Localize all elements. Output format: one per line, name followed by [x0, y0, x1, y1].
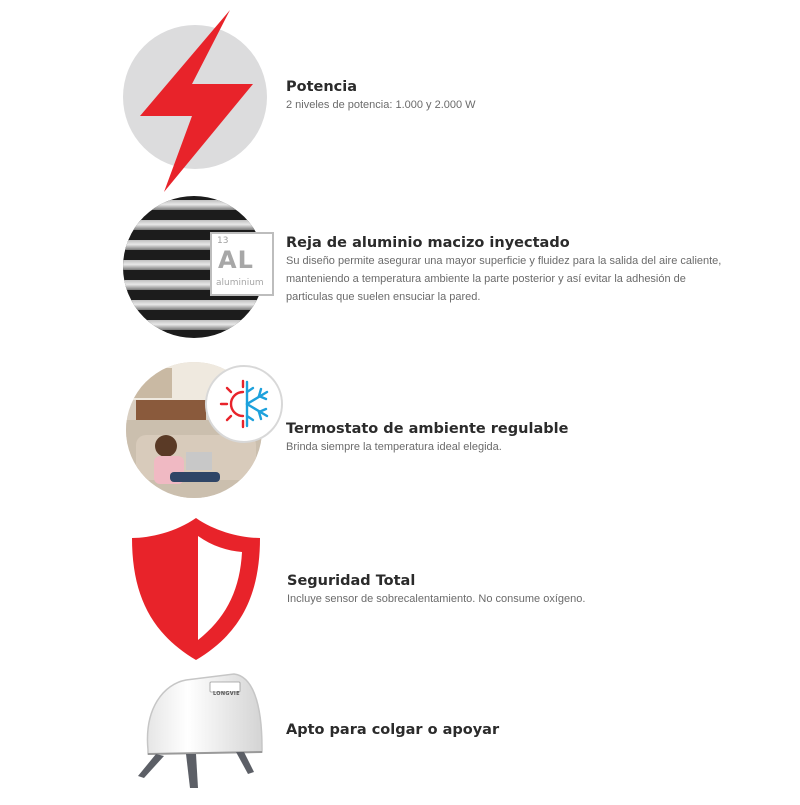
feature-description: Incluye sensor de sobrecalentamiento. No consume oxígeno.: [287, 593, 586, 605]
feature-title: Apto para colgar o apoyar: [286, 722, 500, 738]
aluminium-grille-icon: [122, 194, 272, 340]
thermostat-photo: [126, 360, 286, 500]
feature-title: Termostato de ambiente regulable: [286, 421, 569, 437]
feature-title: Seguridad Total: [287, 573, 416, 589]
feature-title: Reja de aluminio macizo inyectado: [286, 235, 570, 251]
feature-title: Potencia: [286, 79, 358, 95]
thermostat-sun-snowflake-icon: [218, 378, 270, 430]
badge-name: aluminium: [216, 278, 264, 288]
feature-reja-aluminio: [0, 190, 800, 350]
heater-stand-icon: [124, 668, 274, 800]
feature-apto-colgar: [0, 660, 800, 800]
feature-description: Brinda siempre la temperatura ideal elegida.: [286, 441, 502, 453]
feature-potencia: [0, 0, 800, 190]
feature-termostato: [0, 350, 800, 510]
aluminium-badge: [210, 232, 274, 296]
badge-symbol: AL: [218, 246, 254, 274]
feature-seguridad: [0, 510, 800, 660]
heater-brand-label: LONGVIE: [213, 691, 240, 697]
badge-number: 13: [217, 236, 229, 246]
feature-description: 2 niveles de potencia: 1.000 y 2.000 W: [286, 99, 476, 111]
lightning-bolt-icon: [118, 4, 268, 194]
shield-icon: [128, 516, 264, 662]
feature-description: Su diseño permite asegurar una mayor superficie y fluidez para la salida del aire caliente, manteniendo a temperatura ambiente la parte posterior y así evitar la adhesión de particulas que suelen ensuciar la pared.: [286, 255, 722, 303]
